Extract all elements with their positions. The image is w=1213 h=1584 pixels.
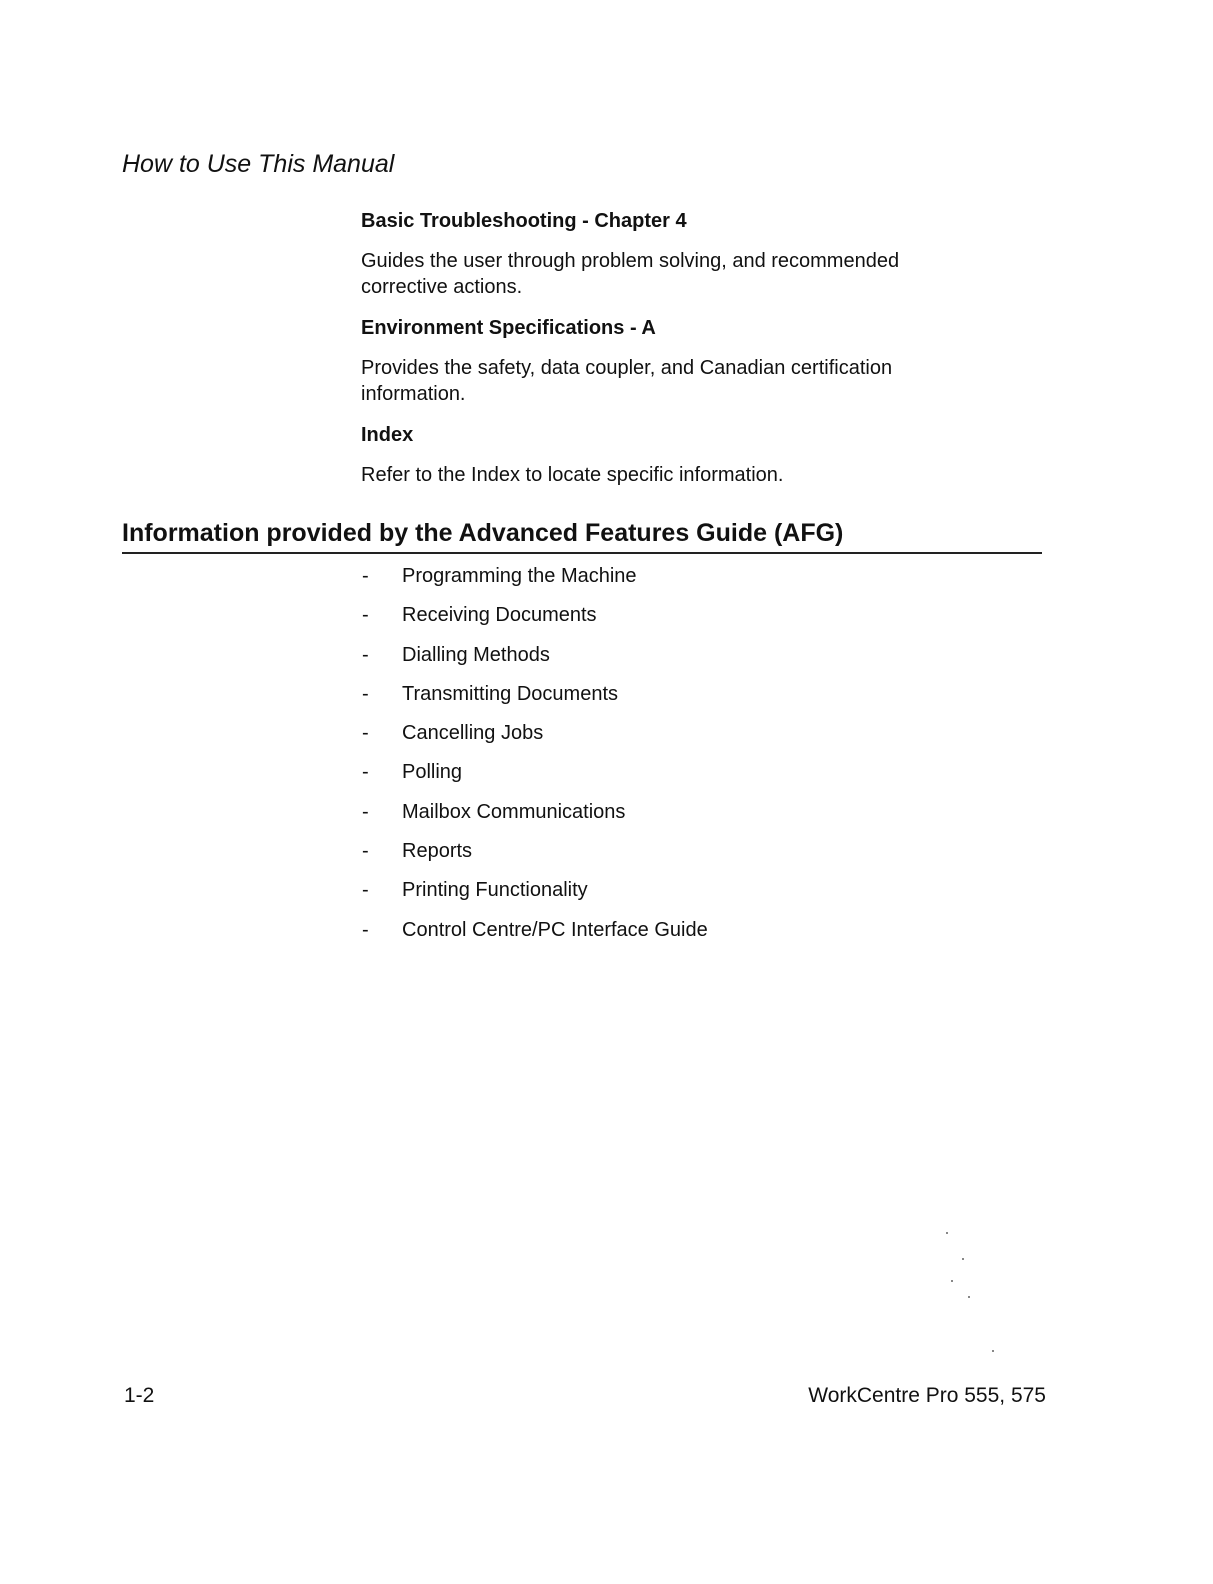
list-item-label: Mailbox Communications (402, 800, 626, 823)
dash-bullet: - (362, 565, 369, 587)
list-item-label: Programming the Machine (402, 565, 637, 587)
list-item-label: Reports (402, 840, 473, 863)
list-item (362, 837, 708, 876)
dash-bullet: - (362, 604, 369, 627)
list-item (362, 876, 708, 915)
scan-speck (962, 1258, 964, 1260)
section-basic-troubleshooting (361, 208, 1001, 300)
page-header-title: How to Use This Manual (122, 150, 395, 178)
list-item-label: Dialling Methods (402, 643, 550, 666)
list-item-label: Printing Functionality (402, 879, 588, 902)
list-item-label: Cancelling Jobs (402, 722, 544, 745)
section-body: Provides the safety, data coupler, and Canadian certification information. (361, 357, 893, 405)
dash-bullet: - (362, 761, 369, 784)
scan-speck (951, 1280, 953, 1282)
scan-speck (946, 1232, 948, 1234)
section-environment-specifications (361, 315, 1001, 407)
scan-speck (992, 1350, 994, 1352)
scan-speck (968, 1296, 970, 1298)
list-item (362, 798, 708, 837)
list-item-label: Receiving Documents (402, 604, 597, 627)
section-heading: Index (361, 424, 414, 446)
section-heading: Environment Specifications - A (361, 317, 656, 339)
list-item (362, 680, 708, 719)
section-index (361, 422, 1001, 488)
list-item (362, 601, 708, 640)
list-item (362, 758, 708, 797)
list-item (362, 719, 708, 758)
section-body: Refer to the Index to locate specific information. (361, 464, 784, 486)
list-item (362, 641, 708, 680)
list-item-label: Polling (402, 761, 463, 784)
product-name: WorkCentre Pro 555, 575 (808, 1384, 1046, 1407)
afg-topic-list (362, 562, 708, 955)
dash-bullet: - (362, 682, 369, 705)
page-number: 1-2 (124, 1384, 155, 1407)
chapter-sections (361, 208, 1001, 503)
dash-bullet: - (362, 643, 369, 666)
section-heading: Basic Troubleshooting - Chapter 4 (361, 210, 687, 232)
dash-bullet: - (362, 722, 369, 745)
dash-bullet: - (362, 840, 369, 863)
list-item-label: Transmitting Documents (402, 682, 618, 705)
afg-section-heading: Information provided by the Advanced Features Guide (AFG) (122, 516, 1042, 554)
list-item (362, 562, 708, 601)
dash-bullet: - (362, 800, 369, 823)
list-item-label: Control Centre/PC Interface Guide (402, 918, 708, 941)
dash-bullet: - (362, 879, 369, 902)
list-item (362, 916, 708, 955)
section-body: Guides the user through problem solving, and recommended corrective actions. (361, 250, 900, 298)
dash-bullet: - (362, 918, 369, 941)
